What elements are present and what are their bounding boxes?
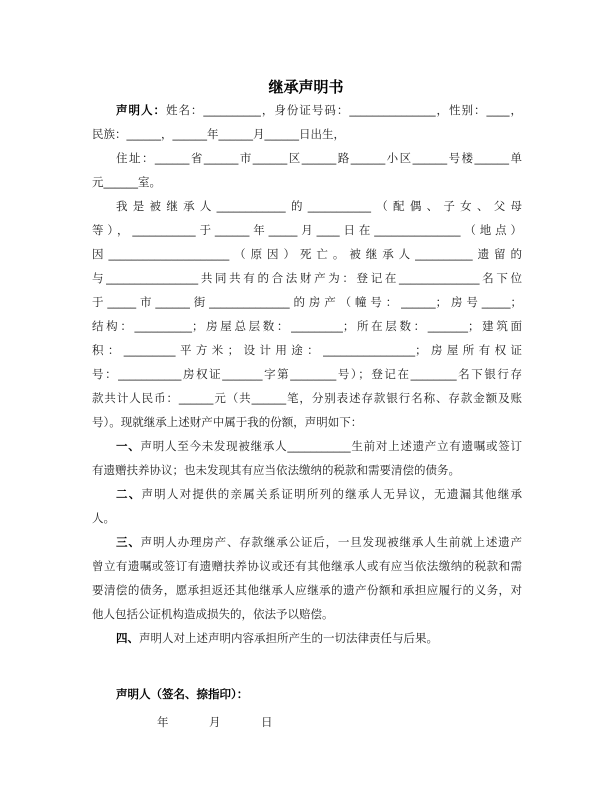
line-text: 民族：______，______年______月______日出生， [92, 127, 345, 141]
text-line [92, 170, 522, 194]
line-text: 元______室。 [92, 175, 161, 189]
text-line [92, 122, 522, 146]
paragraph-heading: 三、 [116, 535, 141, 549]
text-line [92, 242, 522, 266]
paragraph-heading: 一、 [116, 439, 141, 453]
line-text: 曾立有遗嘱或签订有遗赠扶养协议或还有其他继承人或有应当依法缴纳的税款和需 [92, 559, 522, 573]
line-text: 我是被继承人____________的___________（配偶、子女、父母 [116, 199, 522, 213]
text-line [92, 482, 522, 506]
line-text: 号：___________房权证_______字第________号）；登记在________名下银行存 [92, 367, 522, 381]
date-month: 月 [209, 715, 221, 729]
paragraph-heading: 四、 [116, 631, 139, 645]
text-line [92, 506, 522, 530]
line-text: 因_____________________（原因）死亡。被继承人__________遗留的 [92, 247, 522, 261]
line-text: 有遗赠扶养协议；也未发现其有应当依法缴纳的税款和需要清偿的债务。 [92, 463, 460, 477]
text-line [92, 386, 522, 410]
line-text: 声明人对上述声明内容承担所产生的一切法律责任与后果。 [139, 631, 438, 645]
line-text: 他人包括公证机构造成损失的，依法予以赔偿。 [92, 607, 334, 621]
text-line [92, 218, 522, 242]
line-text: 声明人至今未发现被继承人___________生前对上述遗产立有遗嘱或签订 [140, 439, 522, 453]
line-text: 住址：______省______市______区______路______小区______号楼______单 [116, 151, 522, 165]
document-body [92, 98, 522, 650]
line-text: 积：_________平方米；设计用途：________________；房屋所有权证 [92, 343, 522, 357]
text-line [92, 530, 522, 554]
paragraph-heading: 声明人： [116, 103, 166, 117]
text-line [92, 434, 522, 458]
paragraph [92, 98, 522, 146]
text-line [92, 98, 522, 122]
document-title: 继承声明书 [268, 78, 344, 96]
text-line [92, 626, 522, 650]
text-line [92, 290, 522, 314]
text-line [92, 458, 522, 482]
date-year: 年 [157, 715, 169, 729]
paragraph [92, 482, 522, 530]
line-text: 号）。现就继承上述财产中属于我的份额，声明如下： [92, 415, 363, 429]
line-text: 姓名：__________，身份证号码：_______________，性别：____， [165, 103, 522, 117]
line-text: 要清偿的债务，愿承担返还其他继承人应继承的遗产份额和承担应履行的义务，对 [92, 583, 522, 597]
paragraph [92, 194, 522, 434]
paragraph [92, 146, 522, 194]
text-line [92, 410, 522, 434]
line-text: 结构：__________；房屋总层数：_________；所在层数：_______；建筑面 [92, 319, 522, 333]
text-line [92, 602, 522, 626]
signature-date [157, 714, 313, 730]
paragraph [92, 626, 522, 650]
line-text: 声明人办理房产、存款继承公证后，一旦发现被继承人生前就上述遗产 [140, 535, 522, 549]
text-line [92, 338, 522, 362]
line-text: 声明人对提供的亲属关系证明所列的继承人无异议，无遗漏其他继承 [141, 487, 522, 501]
line-text: 于_____市______街______________的房产（幢号：______；房号_____； [92, 295, 522, 309]
paragraph [92, 530, 522, 626]
line-text: 与________________共同共有的合法财产为：登记在______________名下位 [92, 271, 522, 285]
signature-label: 声明人（签名、捺指印）： [116, 687, 249, 701]
text-line [92, 554, 522, 578]
line-text: 等），___________于______年_____月____日在_______________（地点） [92, 223, 522, 237]
text-line [92, 194, 522, 218]
line-text: 人。 [92, 511, 115, 525]
text-line [92, 314, 522, 338]
text-line [92, 578, 522, 602]
line-text: 款共计人民币：______元（共______笔，分别表述存款银行名称、存款金额及账 [92, 391, 522, 405]
date-day: 日 [261, 715, 273, 729]
text-line [92, 266, 522, 290]
paragraph [92, 434, 522, 482]
text-line [92, 362, 522, 386]
paragraph-heading: 二、 [116, 487, 142, 501]
text-line [92, 146, 522, 170]
